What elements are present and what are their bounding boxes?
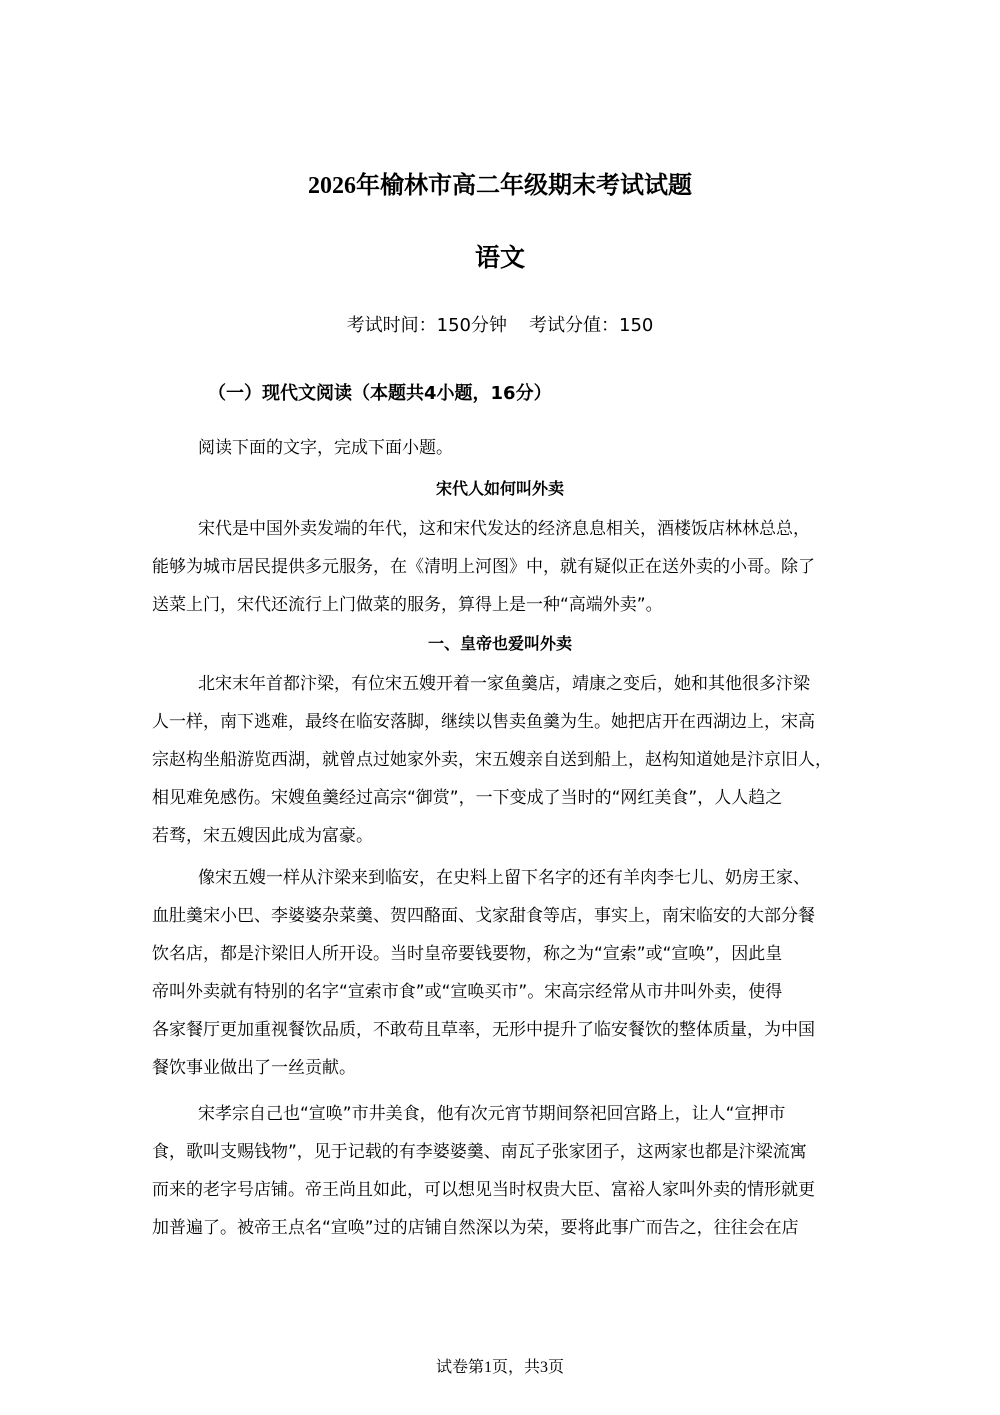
subject-title: 语文 bbox=[474, 243, 525, 272]
page-footer: 试卷第1页，共3页 bbox=[435, 1359, 564, 1376]
text-line: 人一样，南下逃难，最终在临安落脚，继续以售卖鱼羹为生。她把店开在西湖边上，宋高 bbox=[152, 712, 815, 732]
exam-score: 考试分值：150 bbox=[529, 315, 654, 336]
reading-instruction: 阅读下面的文字，完成下面小题。 bbox=[198, 438, 453, 458]
text-line: 加普遍了。被帝王点名“宣唤”过的店铺自然深以为荣，要将此事广而告之，往往会在店 bbox=[152, 1218, 799, 1238]
text-line: 宗赵构坐船游览西湖，就曾点过她家外卖，宋五嫂亲自送到船上，赵构知道她是汴京旧人， bbox=[152, 750, 832, 770]
text-line: 而来的老字号店铺。帝王尚且如此，可以想见当时权贵大臣、富裕人家叫外卖的情形就更 bbox=[152, 1180, 815, 1200]
text-line: 各家餐厅更加重视餐饮品质，不敢苟且草率，无形中提升了临安餐饮的整体质量，为中国 bbox=[152, 1020, 815, 1040]
text-line: 能够为城市居民提供多元服务，在《清明上河图》中，就有疑似正在送外卖的小哥。除了 bbox=[152, 557, 815, 577]
text-line: 食，歌叫支赐钱物”，见于记载的有李婆婆羹、南瓦子张家团子，这两家也都是汴梁流寓 bbox=[152, 1142, 807, 1162]
paragraph bbox=[152, 513, 852, 627]
exam-info bbox=[0, 310, 1000, 342]
text-line: 帝叫外卖就有特别的名字“宣索市食”或“宣唤买市”。宋高宗经常从市井叫外卖，使得 bbox=[152, 982, 783, 1002]
exam-time: 考试时间：150分钟 bbox=[346, 315, 507, 336]
text-line: 像宋五嫂一样从汴梁来到临安，在史料上留下名字的还有羊肉李七儿、奶房王家、 bbox=[198, 868, 810, 888]
text-line: 北宋末年首都汴梁，有位宋五嫂开着一家鱼羹店，靖康之变后，她和其他很多汴梁 bbox=[198, 674, 810, 694]
paragraph bbox=[152, 668, 852, 858]
text-line: 送菜上门，宋代还流行上门做菜的服务，算得上是一种“高端外卖”。 bbox=[152, 595, 663, 615]
text-line: 宋孝宗自己也“宣唤”市井美食，他有次元宵节期间祭祀回宫路上，让人“宣押市 bbox=[198, 1104, 786, 1124]
paragraph bbox=[152, 862, 852, 1090]
text-line: 餐饮事业做出了一丝贡献。 bbox=[152, 1058, 356, 1078]
section-heading: （一）现代文阅读（本题共4小题，16分） bbox=[208, 383, 552, 404]
sub-heading: 一、皇帝也爱叫外卖 bbox=[427, 634, 572, 653]
text-line: 相见难免感伤。宋嫂鱼羹经过高宗“御赏”，一下变成了当时的“网红美食”，人人趋之 bbox=[152, 788, 783, 808]
paragraph bbox=[152, 1098, 852, 1250]
text-line: 若骛，宋五嫂因此成为富豪。 bbox=[152, 826, 373, 846]
article-title: 宋代人如何叫外卖 bbox=[435, 479, 564, 498]
text-line: 饮名店，都是汴梁旧人所开设。当时皇帝要钱要物，称之为“宣索”或“宣唤”，因此皇 bbox=[152, 944, 783, 964]
exam-title: 2026年榆林市高二年级期末考试试题 bbox=[308, 173, 692, 199]
text-line: 血肚羹宋小巴、李婆婆杂菜羹、贺四酪面、戈家甜食等店，事实上，南宋临安的大部分餐 bbox=[152, 906, 815, 926]
text-line: 宋代是中国外卖发端的年代，这和宋代发达的经济息息相关，酒楼饭店林林总总， bbox=[198, 519, 810, 539]
